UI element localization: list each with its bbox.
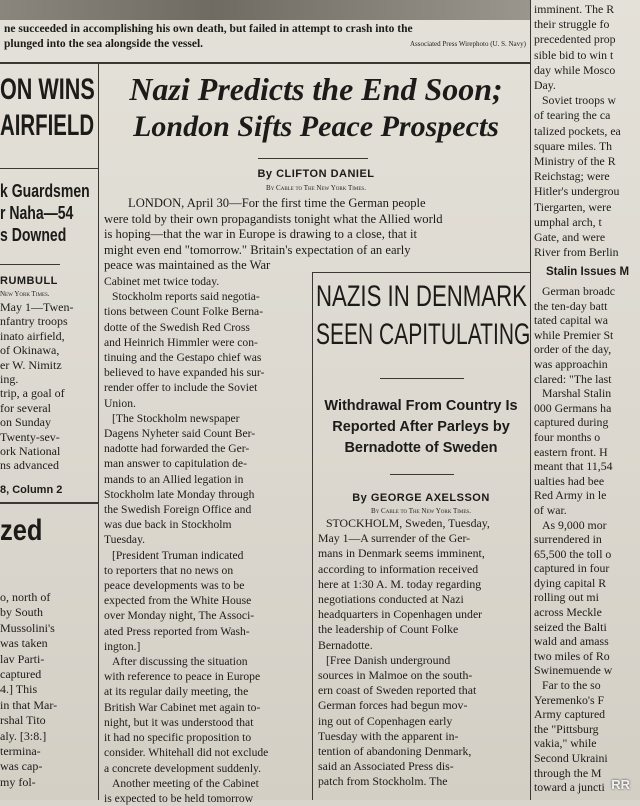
main-column-text (104, 274, 308, 806)
text-line: Dagens Nyheter said Count Ber- (104, 427, 256, 441)
text-line: for several (0, 400, 51, 415)
text-line: Second Ukraini (534, 751, 608, 765)
text-line: by South (0, 605, 44, 620)
text-line: while Premier St (534, 327, 614, 342)
text-line: captured in four (534, 561, 610, 576)
text-line: toward a juncti (534, 780, 605, 795)
text-line: of war. (534, 502, 567, 517)
denmark-deck-line1: Withdrawal From Country Is (324, 398, 518, 414)
photo-caption-line2: plunged into the sea alongside the vessel. (4, 38, 204, 50)
text-line: night, but it was understood that (104, 715, 254, 729)
text-line: expected from the White House (104, 594, 252, 608)
text-line: Swinemuende w (534, 663, 613, 678)
text-line: headquarters in Copenhagen under (318, 607, 483, 622)
text-line: Stockholm late Monday through (104, 487, 255, 501)
text-line: tention of abandoning Denmark, (318, 744, 472, 759)
text-line: May 1—A surrender of the Ger- (318, 531, 471, 546)
text-line: four months o (534, 429, 601, 444)
text-line: render offer to include the Soviet (104, 381, 258, 395)
text-line: lav Parti- (0, 651, 45, 666)
text-line: it had no specific proposition to (104, 731, 252, 745)
text-line: square miles. Th (534, 138, 613, 153)
denmark-deck (312, 396, 530, 459)
text-line: consider. Whitehall did not exclude (104, 746, 269, 760)
text-line: the leadership of Count Folke (318, 622, 459, 637)
text-line: vakia," while (534, 736, 597, 751)
text-line: As 9,000 mor (542, 517, 607, 532)
denmark-byline: By GEORGE AXELSSON (352, 492, 490, 504)
text-line: nfantry troops (0, 314, 68, 329)
text-line: Tuesday. (104, 533, 146, 547)
text-line: Reichstag; were (534, 169, 610, 184)
text-line: and Heinrich Himmler were con- (104, 335, 258, 349)
text-line: clared: "The last (534, 371, 612, 386)
text-line: ington.] (104, 639, 141, 653)
text-line: Soviet troops w (542, 93, 617, 108)
text-line: Marshal Stalin (542, 386, 612, 401)
text-line: here at 1:30 A. M. today regarding (318, 576, 482, 591)
text-line: Twenty-sev- (0, 429, 60, 444)
text-line: eastern front. H (534, 444, 608, 459)
main-headline (104, 70, 528, 146)
text-line: rshal Tito (0, 713, 46, 728)
text-line: precedented prop (534, 32, 616, 47)
text-line: their struggle fo (534, 17, 610, 32)
text-line: captured (0, 667, 42, 682)
text-line: was approachin (534, 356, 608, 371)
text-line: 65,500 the toll o (534, 546, 612, 561)
text-line: the Swedish Foreign Office and (104, 503, 252, 517)
text-line: Army captured (534, 707, 606, 722)
denmark-text (318, 516, 528, 790)
text-line: ing out of Copenhagen early (318, 713, 453, 728)
text-line: ing. (0, 372, 19, 387)
denmark-top-rule (312, 272, 530, 273)
text-line: is hoping—that the war in Europe is drawing to a close, that it (104, 227, 418, 242)
left-cable: New York Times. (0, 290, 50, 298)
text-line: of Okinawa, (0, 343, 60, 358)
left-byline: RUMBULL (0, 275, 58, 287)
text-line: ns advanced (0, 458, 59, 473)
text-line: Stockholm reports said negotia- (112, 290, 260, 304)
denmark-deck-rule (390, 474, 454, 475)
text-line: [The Stockholm newspaper (112, 411, 240, 425)
text-line: mans in Denmark seems imminent, (318, 546, 485, 561)
text-line: imminent. The R (534, 2, 615, 16)
text-line: Ministry of the R (534, 154, 616, 169)
text-line: was taken (0, 636, 48, 651)
text-line: er W. Nimitz (0, 357, 62, 372)
text-line: captured during (534, 415, 609, 430)
main-headline-line1: Nazi Predicts the End Soon; (129, 71, 503, 107)
text-line: trip, a goal of (0, 386, 65, 401)
text-line: ualties had bee (534, 473, 605, 488)
text-line: over Monday night, The Associ- (104, 609, 255, 623)
caption-rule (0, 62, 530, 64)
text-line: Tiergarten, were (534, 199, 612, 214)
text-line: the ten-day batt (534, 298, 608, 313)
left-jump-rule (0, 502, 98, 504)
text-line: seized the Balti (534, 619, 607, 634)
text-line: o, north of (0, 590, 51, 604)
left-jump-line: 8, Column 2 (0, 484, 63, 496)
main-byline: By CLIFTON DANIEL (257, 168, 375, 180)
text-line: believed to have expanded his sur- (104, 366, 265, 380)
text-line: day while Mosco (534, 62, 616, 77)
text-line: was due back in Stockholm (104, 518, 232, 532)
text-line: rolling out mi (534, 590, 599, 605)
text-line: British War Cabinet met again to- (104, 700, 261, 714)
text-line: in that Mar- (0, 697, 58, 712)
text-line: [Free Danish underground (326, 652, 451, 667)
text-line: at its regular daily meeting, the (104, 685, 249, 699)
text-line: surrendered in (534, 532, 602, 547)
column-rule-1 (98, 64, 99, 800)
text-line: according to information received (318, 561, 479, 576)
left-headline (0, 72, 98, 144)
denmark-deck-line2: Reported After Parleys by (332, 419, 510, 435)
left-deck-rule (0, 264, 60, 265)
photo-caption (4, 22, 526, 52)
text-line: negotiations conducted at Nazi (318, 592, 464, 607)
text-line: tinuing and the Gestapo chief was (104, 351, 262, 365)
text-line: were told by their own propagandists tonight what the Allied world (104, 211, 443, 226)
text-line: aly. [3:8.] (0, 728, 47, 743)
right-subhead: Stalin Issues M (546, 266, 630, 278)
text-line: Day. (534, 78, 556, 93)
column-rule-3 (312, 272, 313, 800)
text-line: dying capital R (534, 575, 607, 590)
main-cable: By Cable to The New York Times. (266, 184, 366, 192)
main-lead-text (104, 196, 528, 274)
right-column-text2 (534, 284, 640, 795)
text-line: dotte of the Swedish Red Cross (104, 320, 250, 334)
text-line: inato airfield, (0, 328, 65, 343)
text-line: Bernadotte. (318, 637, 373, 652)
text-line: on Sunday (0, 415, 51, 430)
photo-strip (0, 0, 530, 20)
text-line: [President Truman indicated (112, 548, 244, 562)
text-line: of tearing the ca (534, 108, 611, 123)
text-line: umphal arch, t (534, 214, 602, 229)
text-line: my fol- (0, 774, 36, 789)
text-line: termina- (0, 744, 41, 759)
text-line: ork National (0, 444, 61, 459)
text-line: German broadc (542, 284, 616, 298)
text-line: ern coast of Sweden reported that (318, 683, 477, 698)
text-line: talized pockets, ea (534, 123, 621, 138)
text-line: said an Associated Press dis- (318, 759, 454, 774)
text-line: Another meeting of the Cabinet (112, 776, 259, 790)
denmark-head-rule (380, 378, 464, 379)
text-line: to reporters that no news on (104, 563, 234, 577)
text-line: Hitler's undergrou (534, 184, 620, 199)
denmark-headline-line1: NAZIS IN DENMARK (316, 280, 527, 313)
text-line: LONDON, April 30—For the first time the German people (128, 196, 426, 210)
text-line: the "Pittsburg (534, 721, 599, 736)
left-deck (0, 180, 98, 246)
denmark-headline-line2: SEEN CAPITULATING (316, 318, 531, 351)
text-line: man answer to capitulation de- (104, 457, 247, 471)
text-line: After discussing the situation (112, 655, 248, 669)
left-deck-line3: s Downed (0, 225, 67, 245)
photo-caption-line1: ne succeeded in accomplishing his own death, but failed in attempt to crash into the (4, 23, 413, 35)
text-line: Far to the so (542, 678, 601, 693)
main-head-rule (258, 158, 368, 159)
text-line: May 1—Twen- (0, 300, 74, 314)
text-line: German forces had begun mov- (318, 698, 468, 713)
text-line: wald and amass (534, 634, 609, 649)
main-headline-line2: London Sifts Peace Prospects (133, 110, 499, 143)
left-story2-text (0, 590, 96, 790)
text-line: is expected to be held tomorrow (104, 791, 254, 805)
text-line: Union. (104, 396, 136, 410)
left-deck-line2: r Naha—54 (0, 203, 74, 223)
text-line: might even end "tomorrow." Britain's expectation of an early (104, 242, 411, 257)
left-story-text (0, 300, 96, 473)
text-line: with reference to peace in Europe (104, 670, 261, 684)
left-headline-line2: AIRFIELD (0, 109, 95, 142)
text-line: ated Press reported from Wash- (104, 624, 250, 638)
text-line: a concrete development suddenly. (104, 761, 261, 775)
left-headline2: zed (0, 514, 43, 547)
denmark-headline (316, 278, 531, 354)
text-line: Cabinet met twice today. (104, 275, 220, 288)
text-line: sible bid to win t (534, 47, 614, 62)
text-line: peace was maintained as the War (104, 258, 271, 273)
text-line: 4.] This (0, 682, 38, 697)
text-line: tated capital wa (534, 313, 609, 328)
text-line: Red Army in le (534, 488, 607, 503)
text-line: through the M (534, 765, 602, 780)
text-line: tions between Count Folke Berna- (104, 305, 264, 319)
denmark-deck-line3: Bernadotte of Sweden (344, 440, 498, 456)
photo-credit: Associated Press Wirephoto (U. S. Navy) (409, 40, 526, 48)
text-line: Gate, and were (534, 230, 606, 245)
text-line: nadotte had forwarded the Ger- (104, 442, 250, 456)
text-line: meant that 11,54 (534, 459, 613, 474)
text-line: mands to an Allied legation in (104, 472, 244, 486)
denmark-cable: By Cable to The New York Times. (371, 507, 471, 515)
text-line: STOCKHOLM, Sweden, Tuesday, (326, 516, 490, 530)
text-line: was cap- (0, 759, 43, 774)
text-line: sources in Malmoe on the south- (318, 668, 473, 683)
text-line: Yeremenko's F (534, 692, 605, 707)
text-line: River from Berlin (534, 245, 619, 260)
text-line: two miles of Ro (534, 648, 610, 663)
text-line: patch from Stockholm. The (318, 774, 448, 789)
text-line: peace developments was to be (104, 579, 245, 593)
text-line: Mussolini's (0, 620, 55, 635)
watermark-logo: RR (611, 777, 630, 792)
text-line: Tuesday with the apparent in- (318, 728, 459, 743)
text-line: across Meckle (534, 605, 602, 620)
column-rule-2 (530, 0, 531, 800)
text-line: 000 Germans ha (534, 400, 612, 415)
right-column-text (534, 2, 640, 260)
left-deck-line1: k Guardsmen (0, 181, 90, 201)
text-line: order of the day, (534, 342, 612, 357)
left-head-rule (0, 168, 98, 169)
left-headline-line1: ON WINS (0, 73, 95, 106)
